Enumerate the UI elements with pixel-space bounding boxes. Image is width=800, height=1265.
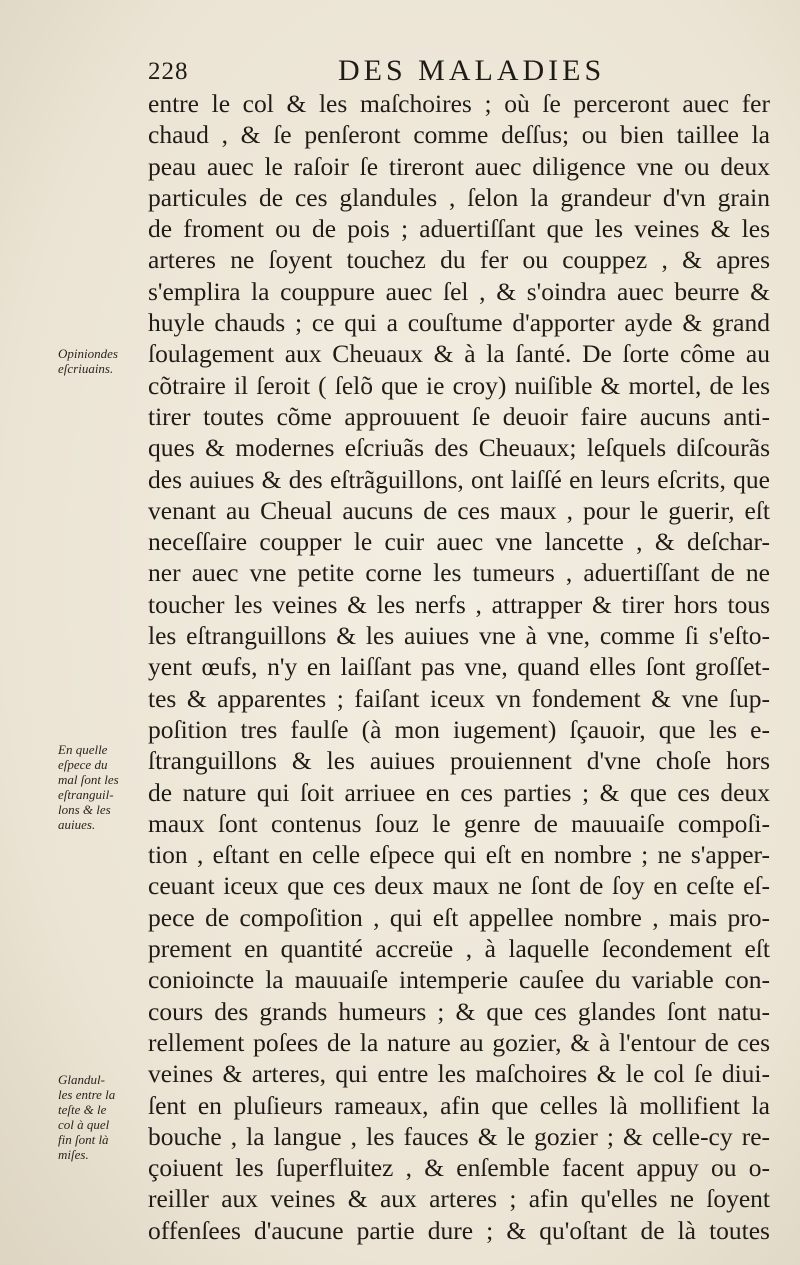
margin-note-species xyxy=(58,742,148,832)
margin-note-line: fin ſont là xyxy=(58,1132,109,1147)
text-line: de froment ou de pois ; aduertiſſant que les veines & les xyxy=(148,214,770,244)
text-line: ceuant iceux que ces deux maux ne ſont de ſoy en ceſte eſ- xyxy=(148,871,770,901)
margin-note-glands xyxy=(58,1072,148,1162)
text-line: toucher les veines & les nerfs , attrapper & tirer hors tous xyxy=(148,589,770,619)
margin-note-line: eſcriuains. xyxy=(58,361,114,376)
margin-note-line: En quelle xyxy=(58,742,108,757)
text-line: ſoulagement aux Cheuaux & à la ſanté. De ſorte côme au xyxy=(148,339,770,369)
margin-note-line: miſes. xyxy=(58,1147,89,1162)
margin-note-line: eſpece du xyxy=(58,757,108,772)
text-line: rellement poſees de la nature au gozier, & à l'entour de ces xyxy=(148,1027,770,1057)
text-line: de nature qui ſoit arriuee en ces parties ; & que ces deux xyxy=(148,777,770,807)
margin-note-line: lons & les xyxy=(58,802,111,817)
text-line: ſent en pluſieurs rameaux, afin que celles là mollifient la xyxy=(148,1090,770,1120)
text-line: cours des grands humeurs ; & que ces glandes ſont natu- xyxy=(148,996,770,1026)
text-line: offenſees d'aucune partie dure ; & qu'oſtant de là toutes xyxy=(148,1215,770,1245)
text-line: conioincte la mauuaiſe intemperie cauſee du variable con- xyxy=(148,965,770,995)
text-line: particules de ces glandules , ſelon la grandeur d'vn grain xyxy=(148,182,770,212)
text-line: maux ſont contenus ſouz le genre de mauuaiſe compoſi- xyxy=(148,808,770,838)
text-line: des auiues & des eſtrãguillons, ont laiſſé en leurs eſcrits, que xyxy=(148,464,770,494)
text-line: les eſtranguillons & les auiues vne à vne, comme ſi s'eſto- xyxy=(148,621,770,651)
margin-note-opinions xyxy=(58,346,148,376)
text-line: ques & modernes eſcriuãs des Cheuaux; leſquels diſcourãs xyxy=(148,433,770,463)
margin-note-line: Opiniondes xyxy=(58,346,118,361)
margin-note-line: les entre la xyxy=(58,1087,116,1102)
text-line: ner auec vne petite corne les tumeurs , aduertiſſant de ne xyxy=(148,558,770,588)
text-line: venant au Cheual aucuns de ces maux , pour le guerir, eſt xyxy=(148,495,770,525)
text-line: cõtraire il ſeroit ( ſelõ que ie croy) nuiſible & mortel, de les xyxy=(148,370,770,400)
text-line: tes & apparentes ; faiſant iceux vn fondement & vne ſup- xyxy=(148,683,770,713)
text-line: arteres ne ſoyent touchez du fer ou couppez , & apres xyxy=(148,245,770,275)
margin-note-line: mal ſont les xyxy=(58,772,119,787)
page-number: 228 xyxy=(148,58,189,85)
page-header xyxy=(148,52,768,88)
text-line: chaud , & ſe penſeront comme deſſus; ou bien taillee la xyxy=(148,120,770,150)
body-text xyxy=(148,88,770,1246)
text-line: veines & arteres, qui entre les maſchoires & le col ſe diui- xyxy=(148,1059,770,1089)
margin-note-line: col à quel xyxy=(58,1117,110,1132)
text-line: peau auec le raſoir ſe tireront auec diligence vne ou deux xyxy=(148,151,770,181)
running-title: DES MALADIES xyxy=(338,54,606,87)
text-line: poſition tres faulſe (à mon iugement) ſçauoir, que les e- xyxy=(148,714,770,744)
text-line: huyle chauds ; ce qui a couſtume d'apporter ayde & grand xyxy=(148,308,770,338)
text-line: tion , eſtant en celle eſpece qui eſt en nombre ; ne s'apper- xyxy=(148,840,770,870)
text-line: yent œufs, n'y en laiſſant pas vne, quand elles ſont groſſet- xyxy=(148,652,770,682)
text-line: prement en quantité accreüe , à laquelle ſecondement eſt xyxy=(148,934,770,964)
margin-note-line: Glandul- xyxy=(58,1072,105,1087)
text-line: pece de compoſition , qui eſt appellee nombre , mais pro- xyxy=(148,902,770,932)
text-line: çoiuent les ſuperfluitez , & enſemble facent appuy ou o- xyxy=(148,1153,770,1183)
text-line: bouche , la langue , les fauces & le gozier ; & celle-cy re- xyxy=(148,1121,770,1151)
text-line: ſtranguillons & les auiues prouiennent d'vne choſe hors xyxy=(148,746,770,776)
margin-note-line: auiues. xyxy=(58,817,96,832)
margin-note-line: eſtranguil- xyxy=(58,787,114,802)
text-line: neceſſaire coupper le cuir auec vne lancette , & deſchar- xyxy=(148,527,770,557)
text-line: entre le col & les maſchoires ; où ſe perceront auec fer xyxy=(148,89,770,118)
text-line: reiller aux veines & aux arteres ; afin qu'elles ne ſoyent xyxy=(148,1184,770,1214)
text-line: s'emplira la couppure auec ſel , & s'oindra auec beurre & xyxy=(148,276,770,306)
margin-note-line: teſte & le xyxy=(58,1102,107,1117)
text-line: tirer toutes cõme approuuent ſe deuoir faire aucuns anti- xyxy=(148,401,770,431)
